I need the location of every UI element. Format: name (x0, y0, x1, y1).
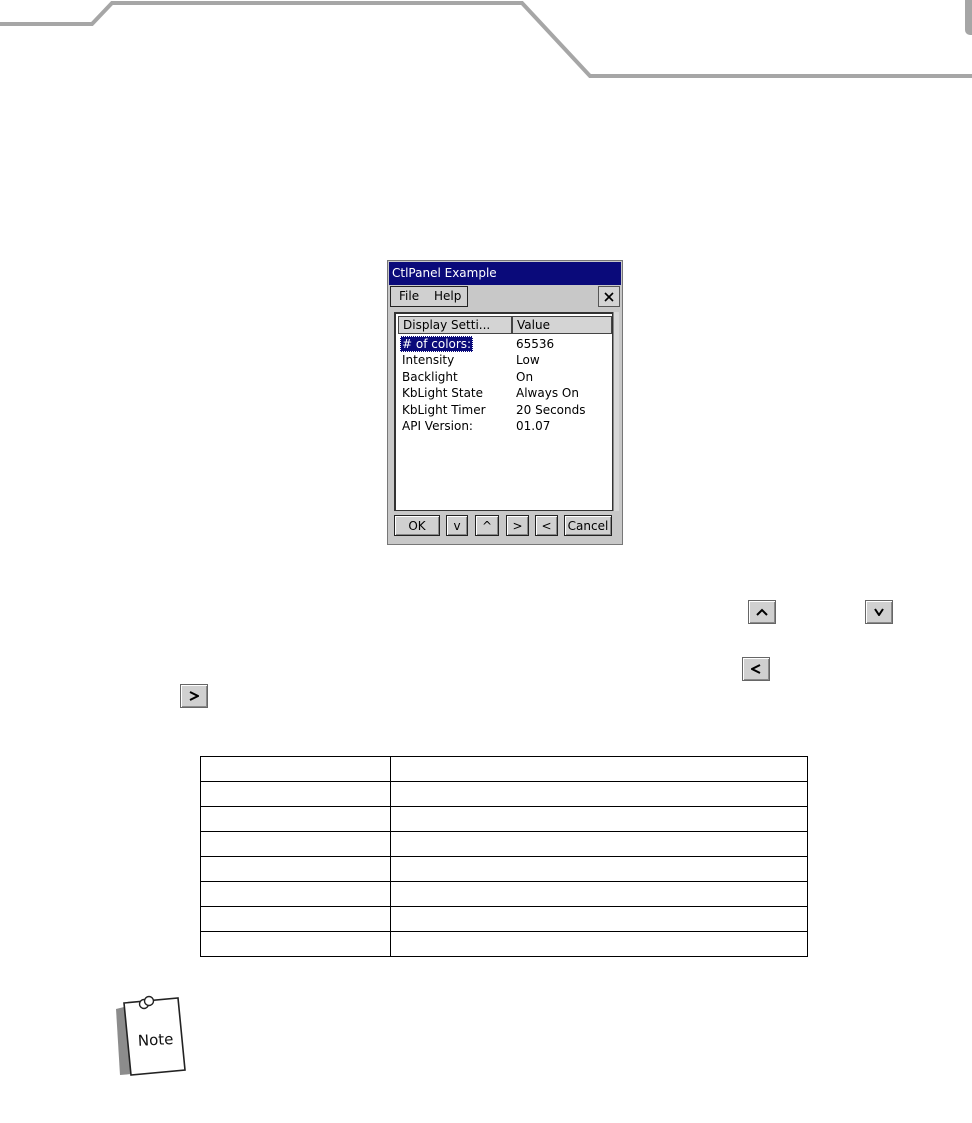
row-value: Low (516, 353, 540, 367)
table-cell (390, 932, 807, 957)
table-cell (201, 907, 391, 932)
chapter-marker (965, 0, 972, 35)
table-row (201, 757, 808, 782)
row-label: KbLight Timer (402, 403, 486, 417)
list-row-intensity[interactable] (400, 352, 610, 368)
row-value: On (516, 370, 534, 384)
dialog-title-bar (389, 262, 621, 285)
row-label: API Version: (402, 419, 473, 433)
list-row-colors[interactable] (400, 336, 610, 352)
caret-left-icon (751, 664, 761, 674)
ok-button[interactable]: OK (394, 515, 440, 536)
list-row-kblight-timer[interactable] (400, 402, 610, 418)
caret-down-icon (874, 608, 884, 616)
row-value: 20 Seconds (516, 403, 586, 417)
inline-down-button (865, 600, 893, 624)
table-cell (201, 832, 391, 857)
row-label: # of colors: (402, 337, 472, 351)
table-row (201, 782, 808, 807)
note-icon-label: Note (137, 1029, 174, 1050)
column-header-setting[interactable]: Display Setti... (398, 316, 512, 334)
menu-help[interactable]: Help (434, 289, 462, 303)
table-cell (390, 757, 807, 782)
dialog-title: CtlPanel Example (392, 266, 497, 280)
row-value: 01.07 (516, 419, 551, 433)
left-button[interactable]: < (535, 515, 558, 536)
right-button[interactable]: > (506, 515, 529, 536)
table-row (201, 807, 808, 832)
table-cell (390, 807, 807, 832)
table-row (201, 857, 808, 882)
ctlpanel-dialog-screenshot (387, 260, 623, 545)
close-button[interactable] (598, 286, 620, 307)
caret-right-icon (189, 691, 199, 701)
list-scrollbar[interactable] (613, 312, 619, 511)
table-cell (390, 907, 807, 932)
row-value: Always On (516, 386, 579, 400)
table-row (201, 832, 808, 857)
table-row (201, 882, 808, 907)
settings-table (200, 756, 808, 957)
inline-up-button (748, 600, 776, 624)
close-icon (604, 292, 614, 302)
row-label: Backlight (402, 370, 458, 384)
column-header-value[interactable]: Value (512, 316, 612, 334)
row-value: 65536 (516, 337, 555, 351)
menu-file[interactable]: File (399, 289, 420, 303)
up-button[interactable]: ^ (475, 515, 499, 536)
list-row-backlight[interactable] (400, 369, 610, 385)
row-label: Intensity (402, 353, 455, 367)
table-cell (390, 782, 807, 807)
inline-right-button (180, 684, 208, 708)
table-cell (201, 882, 391, 907)
table-row (201, 932, 808, 957)
note-icon (110, 995, 190, 1080)
table-cell (201, 782, 391, 807)
table-cell (201, 857, 391, 882)
list-row-api-version[interactable] (400, 418, 610, 434)
row-label: KbLight State (402, 386, 484, 400)
table-cell (201, 807, 391, 832)
table-cell (390, 832, 807, 857)
settings-list[interactable] (394, 312, 613, 511)
table-cell (390, 857, 807, 882)
table-cell (390, 882, 807, 907)
caret-up-icon (756, 608, 768, 616)
table-cell (201, 932, 391, 957)
cancel-button[interactable]: Cancel (564, 515, 612, 536)
table-cell (201, 757, 391, 782)
page-header-tab-graphic (0, 0, 972, 90)
list-row-kblight-state[interactable] (400, 385, 610, 401)
table-row (201, 907, 808, 932)
menu-bar (390, 286, 468, 307)
inline-left-button (742, 657, 770, 681)
down-button[interactable]: v (446, 515, 468, 536)
